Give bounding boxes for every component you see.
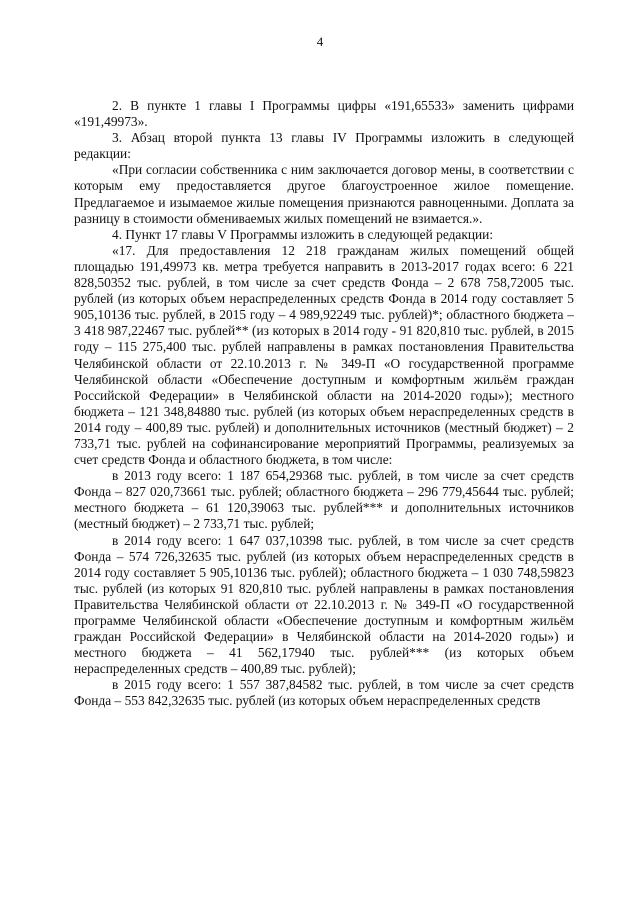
page-number: 4	[316, 34, 324, 49]
paragraph-item-4-header: 4. Пункт 17 главы V Программы изложить в следующей редакции:	[112, 226, 494, 242]
paragraph-point-17-funding: «17. Для предоставления 12 218 гражданам жилых помещений общей площадью 191,49973 кв. метра требуется направить в 2013-2017 годах всего: 6 221 828,50352 тыс. рублей, в том числе за счет средств Фонда – 2 678 758,72005 тыс. рублей (из которых объем нераспределенных средств Фонда в 2014 году составляет 5 905,10136 тыс. рублей, в 2015 году – 4 989,92249 тыс. рублей)*; областного бюджета – 3 418 987,22467 тыс. рублей** (из которых в 2014 году - 91 820,810 тыс. рублей, в 2015 году – 115 275,400 тыс. рублей направлены в рамках постановления Правительства Челябинской области от 22.10.2013 г. № 349-П «О государственной программе Челябинской области «Обеспечение доступным и комфортным жильём граждан Российской Федерации» в Челябинской области на 2014-2020 годы»); местного бюджета – 121 348,84880 тыс. рублей (из которых объем нераспределенных средств в 2014 году – 400,89 тыс. рублей) и дополнительных источников (местный бюджет) – 2 733,71 тыс. рублей на софинансирование мероприятий Программы, реализуемых за счет средств Фонда и областного бюджета, в том числе:	[74, 242, 574, 468]
paragraph-year-2013: в 2013 году всего: 1 187 654,29368 тыс. рублей, в том числе за счет средств Фонда – 827 020,73661 тыс. рублей; областного бюджета – 296 779,45644 тыс. рублей; местного бюджета – 61 120,39063 тыс. рублей*** и дополнительных источников (местный бюджет) – 2 733,71 тыс. рублей;	[74, 468, 574, 532]
paragraph-item-2-amend-cipher: 2. В пункте 1 главы I Программы цифры «191,65533» заменить цифрами «191,49973».	[74, 98, 574, 130]
paragraph-year-2015: в 2015 году всего: 1 557 387,84582 тыс. рублей, в том числе за счет средств Фонда – 553 842,32635 тыс. рублей (из которых объем нераспределенных средств	[74, 677, 574, 709]
paragraph-item-3-header: 3. Абзац второй пункта 13 главы IV Программы изложить в следующей редакции:	[74, 130, 574, 162]
document-body	[74, 98, 574, 710]
paragraph-year-2014: в 2014 году всего: 1 647 037,10398 тыс. рублей, в том числе за счет средств Фонда – 574 726,32635 тыс. рублей (из которых объем нераспределенных средств в 2014 году составляет 5 905,10136 тыс. рублей); областного бюджета – 1 030 748,59823 тыс. рублей (из которых 91 820,810 тыс. рублей направлены в рамках постановления Правительства Челябинской области от 22.10.2013 г. № 349-П «О государственной программе Челябинской области «Обеспечение доступным и комфортным жильём граждан Российской Федерации» в Челябинской области на 2014-2020 годы») и местного бюджета – 41 562,17940 тыс. рублей*** (из которых объем нераспределенных средств – 400,89 тыс. рублей);	[74, 532, 574, 677]
paragraph-quoted-exchange-contract: «При согласии собственника с ним заключается договор мены, в соответствии с которым ему предоставляется другое благоустроенное жилое помещение. Предлагаемое и изымаемое жилые помещения признаются равноценными. Доплата за разницу в стоимости обмениваемых жилых помещений не взимается.».	[74, 162, 574, 226]
